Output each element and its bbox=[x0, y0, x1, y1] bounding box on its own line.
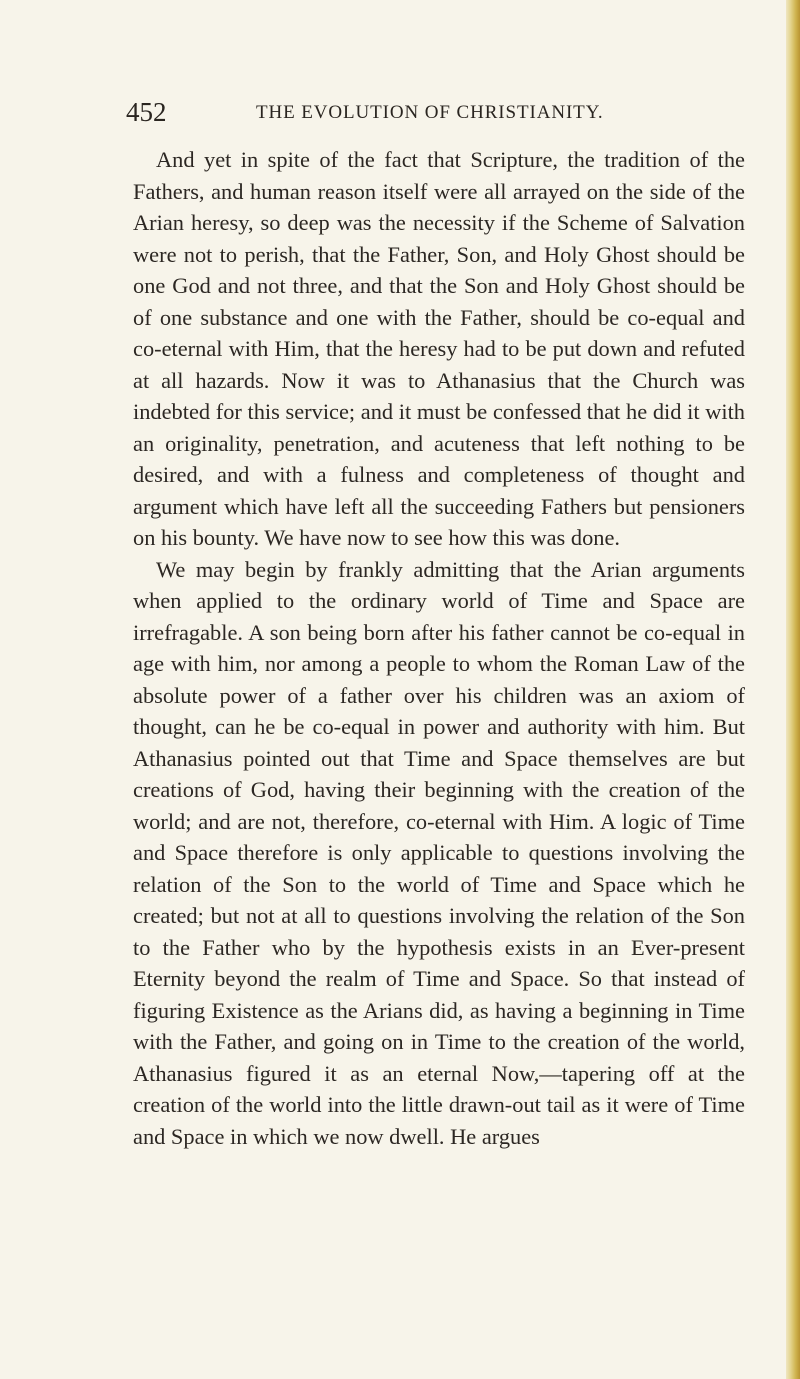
page-edge bbox=[786, 0, 800, 1379]
paragraph-1: And yet in spite of the fact that Scripture, the tradition of the Fathers, and human reason itself were all arrayed on the side of the Arian heresy, so deep was the necessity if the Scheme of Salvation were not to perish, that the Father, Son, and Holy Ghost should be one God and not three, and that the Son and Holy Ghost should be of one substance and one with the Father, should be co-equal and co-eternal with Him, that the heresy had to be put down and refuted at all hazards. Now it was to Athanasius that the Church was indebted for this service; and it must be confessed that he did it with an originality, penetration, and acuteness that left nothing to be desired, and with a fulness and completeness of thought and argument which have left all the succeeding Fathers but pensioners on his bounty. We have now to see how this was done. bbox=[133, 147, 745, 550]
page-header bbox=[126, 97, 746, 127]
body-text bbox=[133, 144, 745, 1152]
page-number: 452 bbox=[126, 97, 167, 127]
running-title: THE EVOLUTION OF CHRISTIANITY. bbox=[256, 102, 604, 123]
paragraph-2: We may begin by frankly admitting that the Arian arguments when applied to the ordinary world of Time and Space are irrefragable. A son being born after his father cannot be co-equal in age with him, nor among a people to whom the Roman Law of the absolute power of a father over his children was an axiom of thought, can he be co-equal in power and authority with him. But Athanasius pointed out that Time and Space themselves are but creations of God, having their beginning with the creation of the world; and are not, therefore, co-eternal with Him. A logic of Time and Space therefore is only applicable to questions involving the relation of the Son to the world of Time and Space which he created; but not at all to questions involving the relation of the Son to the Father who by the hypothesis exists in an Ever-present Eternity beyond the realm of Time and Space. So that instead of figuring Existence as the Arians did, as having a beginning in Time with the Father, and going on in Time to the creation of the world, Athanasius figured it as an eternal Now,—tapering off at the creation of the world into the little drawn-out tail as it were of Time and Space in which we now dwell. He argues bbox=[133, 556, 745, 1149]
